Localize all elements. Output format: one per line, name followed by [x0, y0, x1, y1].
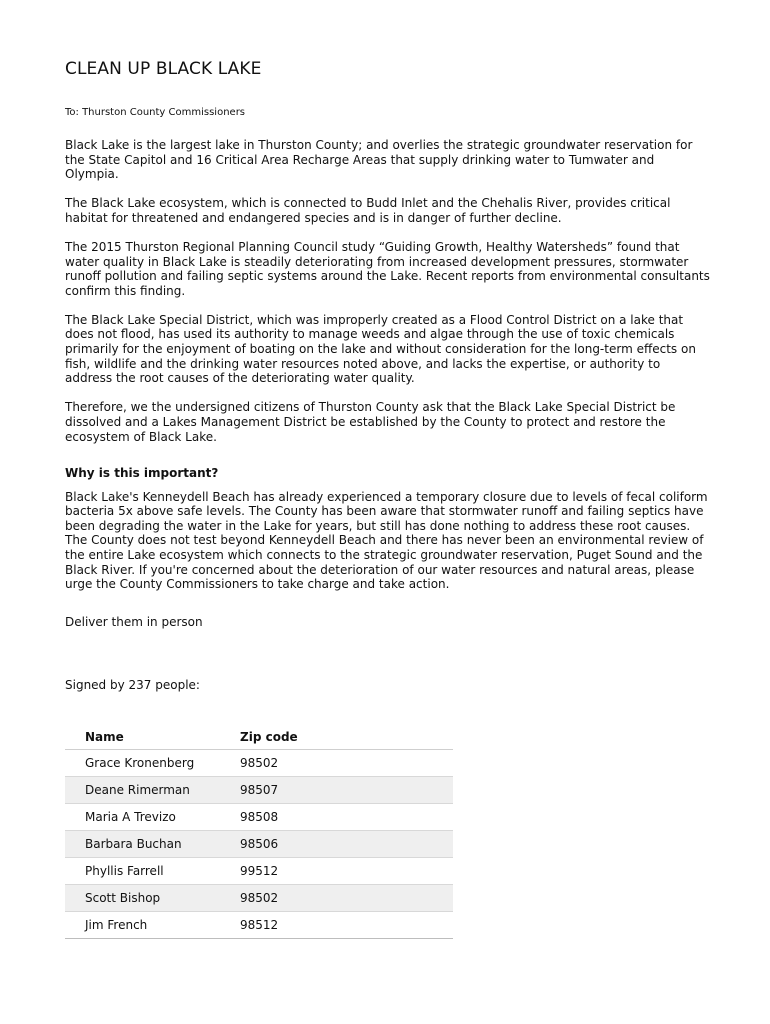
signer-name: Deane Rimerman	[65, 777, 240, 804]
paragraph: Therefore, we the undersigned citizens of Thurston County ask that the Black Lake Special District be dissolved and a Lakes Management District be established by the County to protect and restore the ecosystem of Black Lake.	[65, 400, 676, 444]
why-text: Black Lake's Kenneydell Beach has already experienced a temporary closure due to levels of fecal coliform bacteria 5x above safe levels. The County has been aware that stormwater runoff and failing septics have been degrading the water in the Lake for years, but still has done nothing to address these root causes. The County does not test beyond Kenneydell Beach and there has never been an environmental review of the entire Lake ecosystem which connects to the strategic groundwater reservation, Puget Sound and the Black River. If you're concerned about the deterioration of our water resources and natural areas, please urge the County Commissioners to take charge and take action.	[65, 489, 708, 592]
signer-zip: 98512	[240, 912, 453, 939]
recipient-line: To: Thurston County Commissioners	[65, 107, 246, 118]
signer-name: Grace Kronenberg	[65, 750, 240, 777]
table-row	[65, 750, 453, 777]
signer-zip: 98508	[240, 804, 453, 831]
table-row	[65, 831, 453, 858]
signer-name: Scott Bishop	[65, 885, 240, 912]
deliver-text: Deliver them in person	[65, 614, 203, 629]
table-row	[65, 858, 453, 885]
signer-name: Phyllis Farrell	[65, 858, 240, 885]
signer-name: Jim French	[65, 912, 240, 939]
signature-count: Signed by 237 people:	[65, 678, 200, 693]
signer-zip: 98502	[240, 885, 453, 912]
signer-name: Barbara Buchan	[65, 831, 240, 858]
table-row	[65, 885, 453, 912]
table-row	[65, 912, 453, 939]
table-row	[65, 804, 453, 831]
why-heading: Why is this important?	[65, 466, 219, 481]
table-header-row	[65, 724, 453, 750]
paragraph: The 2015 Thurston Regional Planning Council study “Guiding Growth, Healthy Watersheds” found that water quality in Black Lake is steadily deteriorating from increased development pressures, stormwater runoff pollution and failing septic systems around the Lake. Recent reports from environmental consultants confirm this finding.	[65, 239, 710, 298]
signer-zip: 98502	[240, 750, 453, 777]
signers-table	[65, 724, 453, 939]
signer-zip: 98506	[240, 831, 453, 858]
column-header-zip: Zip code	[240, 724, 453, 750]
signer-name: Maria A Trevizo	[65, 804, 240, 831]
signer-zip: 98507	[240, 777, 453, 804]
table-row	[65, 777, 453, 804]
column-header-name: Name	[65, 724, 240, 750]
page-title: CLEAN UP BLACK LAKE	[65, 59, 262, 79]
paragraph: Black Lake is the largest lake in Thurston County; and overlies the strategic groundwater reservation for the State Capitol and 16 Critical Area Recharge Areas that supply drinking water to Tumwater and Olympia.	[65, 138, 693, 182]
paragraph: The Black Lake Special District, which was improperly created as a Flood Control District on a lake that does not flood, has used its authority to manage weeds and algae through the use of toxic chemicals primarily for the enjoyment of boating on the lake and without consideration for the long-term effects on fish, wildlife and the drinking water resources noted above, and lacks the expertise, or authority to address the root causes of the deteriorating water quality.	[65, 312, 696, 386]
petition-body	[65, 138, 710, 444]
paragraph: The Black Lake ecosystem, which is connected to Budd Inlet and the Chehalis River, provides critical habitat for threatened and endangered species and is in danger of further decline.	[65, 196, 671, 225]
signer-zip: 99512	[240, 858, 453, 885]
